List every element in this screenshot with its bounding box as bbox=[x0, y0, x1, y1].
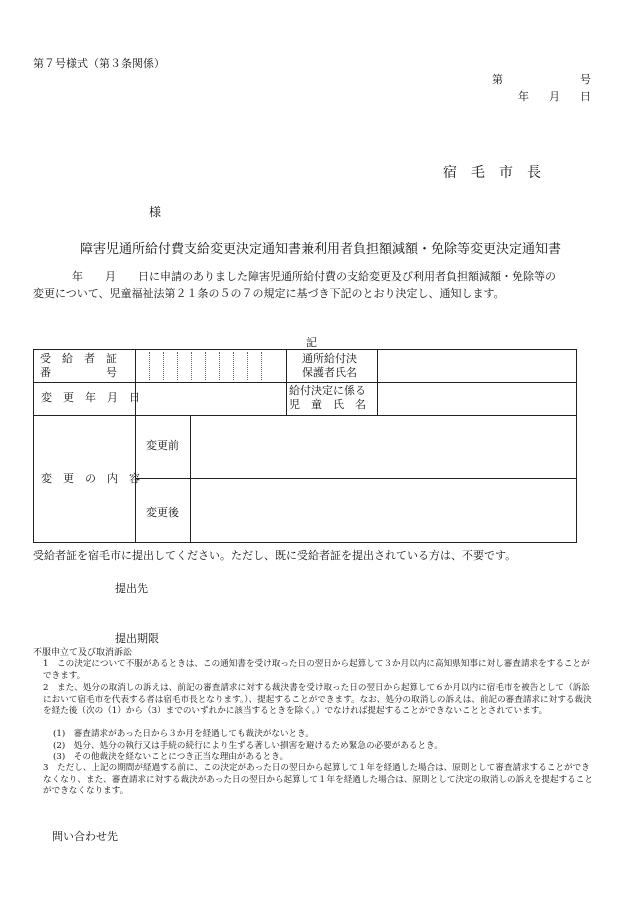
doc-no-label-right: 号 bbox=[580, 73, 591, 86]
appeal-item-3: 3 ただし、上記の期間が経過する前に、この決定があった日の翌日から起算して１年を経過した場合は、原則として審査請求することができなくなり、また、審査請求に対する裁決があった日の翌日から起算して１年を経過した場合は、原則として決定の取消しの訴えを提起することができなくなります。 bbox=[43, 763, 593, 796]
appeal-sub-2: (2) 処分、処分の執行又は手続の続行により生ずる著しい損害を避けるため緊急の必要があるとき。 bbox=[53, 741, 443, 751]
contact-label: 問い合わせ先 bbox=[52, 830, 118, 843]
ki-label: 記 bbox=[306, 336, 317, 349]
intro-line-1: 年 月 日に申請のありました障害児通所給付費の支給変更及び利用者負担額減額・免除等の bbox=[72, 270, 556, 283]
after-label: 変更後 bbox=[146, 506, 179, 519]
appeal-heading: 不服申立て及び取消訴訟 bbox=[33, 648, 133, 658]
doc-no-label-left: 第 bbox=[492, 73, 503, 86]
appeal-sub-3: (3) その他裁決を経ないことにつき正当な理由があるとき。 bbox=[53, 752, 289, 762]
appeal-sub-1: (1) 審査請求があった日から３か月を経過しても裁決がないとき。 bbox=[53, 729, 314, 739]
guardian-name-label: 通所給付決 保護者氏名 bbox=[302, 352, 357, 379]
child-name-label: 給付決定に係る 児 童 氏 名 bbox=[289, 384, 366, 411]
date-day: 日 bbox=[580, 90, 591, 103]
intro-line-2: 変更について、児童福祉法第２１条の５の７の規定に基づき下記のとおり決定し、通知します。 bbox=[33, 287, 505, 300]
change-date-label: 変 更 年 月 日 bbox=[41, 391, 140, 404]
before-label: 変更前 bbox=[146, 439, 179, 452]
date-year: 年 bbox=[518, 90, 529, 103]
recipient-cert-label: 受 給 者 証 番 号 bbox=[40, 352, 117, 379]
page-title: 障害児通所給付費支給変更決定通知書兼利用者負担額減額・免除等変更決定通知書 bbox=[80, 242, 562, 257]
decision-table bbox=[33, 349, 577, 543]
change-content-label: 変 更 の 内 容 bbox=[41, 472, 140, 485]
date-month: 月 bbox=[549, 90, 560, 103]
appeal-item-2: 2 また、処分の取消しの訴えは、前記の審査請求に対する裁決書を受け取った日の翌日から起算して６か月以内に宿毛市を被告として（訴訟において宿毛市を代表する者は宿毛市長となります。）、提起することができます。なお、処分の取消しの訴えは、前記の審査請求に対する裁決を経た後（次の（1）から（3）までのいずれかに該当するときを除く。）でなければ提起することができないこととされています。 bbox=[43, 683, 592, 716]
submit-to-label: 提出先 bbox=[115, 582, 148, 595]
addressee-suffix: 様 bbox=[149, 205, 162, 219]
form-number: 第７号様式（第３条関係） bbox=[33, 57, 165, 70]
issuer: 宿 毛 市 長 bbox=[443, 165, 541, 181]
appeal-item-1: 1 この決定について不服があるときは、この通知書を受け取った日の翌日から起算して３か月以内に高知県知事に対し審査請求をすることができます。 bbox=[43, 659, 590, 681]
submit-notice: 受給者証を宿毛市に提出してください。ただし、既に受給者証を提出されている方は、不要です。 bbox=[33, 549, 517, 562]
submit-deadline-label: 提出期限 bbox=[115, 632, 159, 645]
